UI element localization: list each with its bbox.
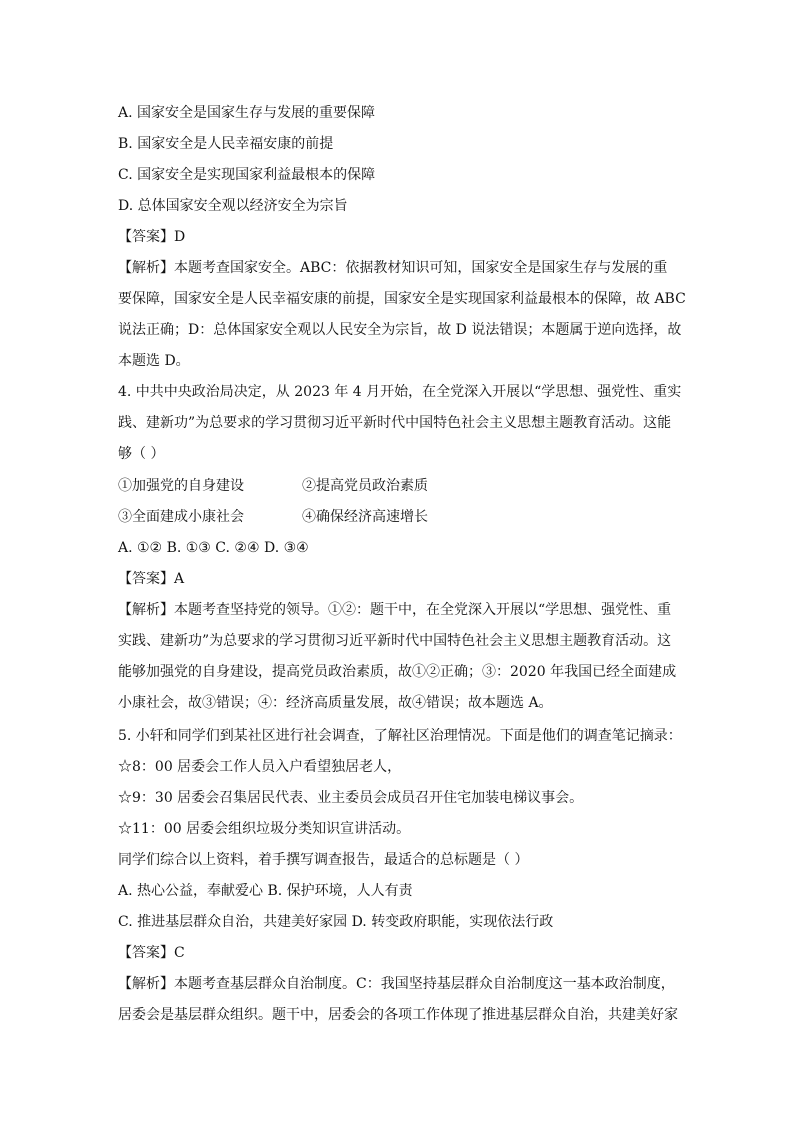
q5-choices-line: C. 推进基层群众自治，共建美好家园 D. 转变政府职能，实现依法行政 — [118, 914, 554, 930]
q3-analysis-line: 本题选 D。 — [118, 353, 190, 369]
q4-item: ①加强党的自身建设 — [118, 478, 244, 494]
q3-analysis-line: 【解析】本题考查国家安全。ABC：依据教材知识可知，国家安全是国家生存与发展的重 — [118, 260, 668, 276]
q3-option-a: A. 国家安全是国家生存与发展的重要保障 — [118, 105, 376, 121]
q4-choices: A. ①② B. ①③ C. ②④ D. ③④ — [118, 540, 309, 556]
q5-question: 同学们综合以上资料，着手撰写调查报告，最适合的总标题是（ ） — [118, 852, 529, 868]
q4-analysis-line: 小康社会，故③错误；④：经济高质量发展，故④错误；故本题选 A。 — [118, 695, 553, 711]
q4-analysis-line: 实践、建新功”为总要求的学习贯彻习近平新时代中国特色社会主义思想主题教育活动。这 — [118, 633, 672, 649]
q4-item: ④确保经济高速增长 — [302, 509, 428, 525]
q5-stem: 5. 小轩和同学们到某社区进行社会调查，了解社区治理情况。下面是他们的调查笔记摘录： — [118, 728, 682, 744]
q5-note: ☆8：00 居委会工作人员入户看望独居老人， — [118, 759, 402, 775]
q4-analysis-line: 能够加强党的自身建设，提高党员政治素质，故①②正确；③：2020 年我国已经全面建成 — [118, 664, 677, 680]
q4-items-row — [118, 476, 683, 496]
q3-analysis-line: 说法正确；D：总体国家安全观以人民安全为宗旨，故 D 说法错误；本题属于逆向选择，故 — [118, 322, 682, 338]
q4-stem-line: 够（ ） — [118, 446, 165, 462]
q3-analysis-line: 要保障，国家安全是人民幸福安康的前提，国家安全是实现国家利益最根本的保障，故 ABC — [118, 291, 686, 307]
q4-analysis-line: 【解析】本题考查坚持党的领导。①②：题干中，在全党深入开展以“学思想、强党性、重 — [118, 602, 672, 618]
q5-answer: 【答案】C — [118, 945, 185, 961]
q4-item: ③全面建成小康社会 — [118, 509, 244, 525]
q5-choices-line: A. 热心公益，奉献爱心 B. 保护环境，人人有责 — [118, 883, 413, 899]
q5-analysis-line: 居委会是基层群众组织。题干中，居委会的各项工作体现了推进基层群众自治，共建美好家 — [118, 1007, 678, 1023]
q3-option-b: B. 国家安全是人民幸福安康的前提 — [118, 136, 334, 152]
q5-note: ☆9：30 居委会召集居民代表、业主委员会成员召开住宅加装电梯议事会。 — [118, 790, 584, 806]
q5-analysis-line: 【解析】本题考查基层群众自治制度。C：我国坚持基层群众自治制度这一基本政治制度， — [118, 976, 675, 992]
q4-answer: 【答案】A — [118, 571, 185, 587]
q4-stem-line: 4. 中共中央政治局决定，从 2023 年 4 月开始，在全党深入开展以“学思想、强党性、重实 — [118, 384, 682, 400]
q5-note: ☆11：00 居委会组织垃圾分类知识宣讲活动。 — [118, 821, 411, 837]
q4-items-row — [118, 507, 683, 527]
q4-item: ②提高党员政治素质 — [302, 478, 428, 494]
q3-option-d: D. 总体国家安全观以经济安全为宗旨 — [118, 198, 348, 214]
q4-stem-line: 践、建新功”为总要求的学习贯彻习近平新时代中国特色社会主义思想主题教育活动。这能 — [118, 415, 672, 431]
q3-option-c: C. 国家安全是实现国家利益最根本的保障 — [118, 167, 376, 183]
q3-answer: 【答案】D — [118, 229, 186, 245]
